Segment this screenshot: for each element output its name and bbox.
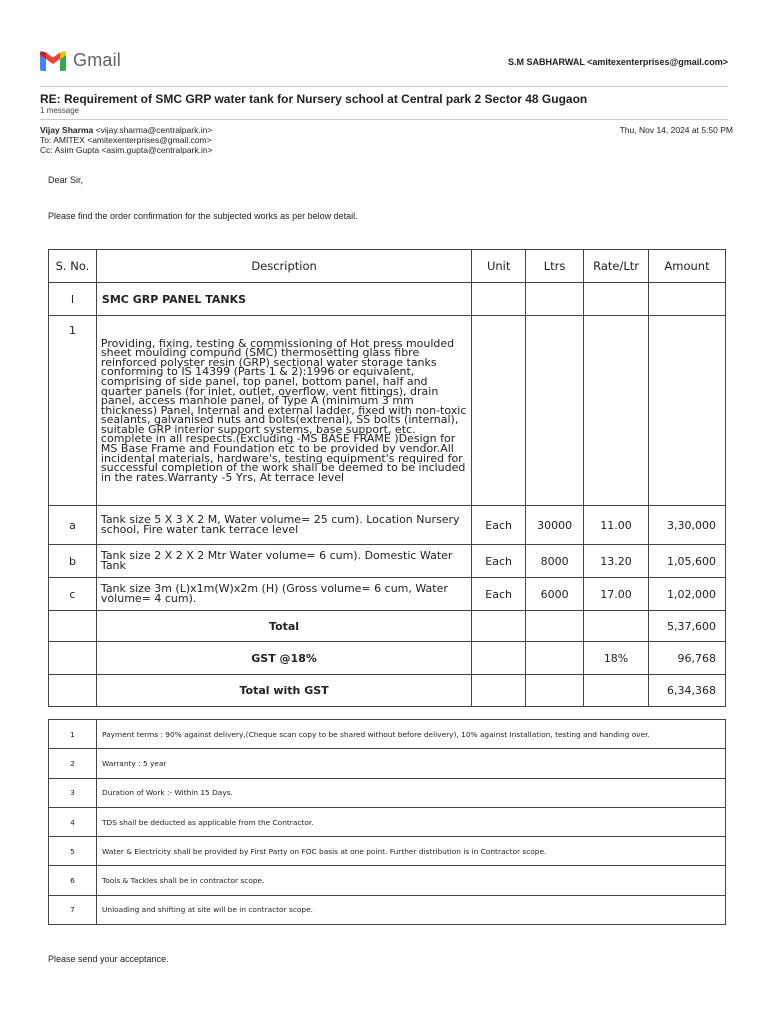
term-no: 5 bbox=[49, 837, 97, 866]
gst-rate: 18% bbox=[584, 642, 649, 675]
table-header-row bbox=[49, 250, 726, 283]
term-no: 2 bbox=[49, 749, 97, 778]
item-ltrs: 30000 bbox=[526, 506, 584, 545]
item-description: Tank size 3m (L)x1m(W)x2m (H) (Gross volume= 6 cum, Water volume= 4 cum). bbox=[96, 578, 471, 611]
item-no: c bbox=[49, 578, 97, 611]
item-unit: Each bbox=[472, 578, 526, 611]
item-description: Tank size 5 X 3 X 2 M, Water volume= 25 cum). Location Nursery school, Fire water tank terrace level bbox=[96, 506, 471, 545]
terms-row bbox=[49, 837, 726, 866]
sender-email: <vijay.sharma@centralpark.in> bbox=[95, 125, 213, 135]
term-text: Tools & Tackles shall be in contractor scope. bbox=[97, 866, 726, 895]
total-row bbox=[49, 611, 726, 642]
item-amount: 1,02,000 bbox=[649, 578, 726, 611]
item-description: Providing, fixing, testing & commissioning of Hot press moulded sheet moulding compund (SMC) thermosetting glass fibre reinforced polyster resin (GRP) sectional water storage tanks conforming to IS 14399 (Parts 1 & 2):1996 or equivalent, comprising of side panel, top panel, bottom panel, half and quarter panels (for inlet, outlet, overflow, vent fittings), drain panel, access manhole panel, of Type A (minimum 3 mm thickness) Panel, Internal and external ladder, fixed with non-toxic sealants, galvanised nuts and bolts(extrenal), SS bolts (internal), suitable GRP interior support systems, base support, etc. complete in all respects.(Excluding -MS BASE FRAME )Design for MS Base Frame and Foundation etc to be provided by vendor.All incidental materials, hardware's, testing equipment's required for successful completion of the work shall be deemed to be included in the rates.Warranty -5 Yrs, At terrace level bbox=[96, 316, 471, 506]
item-no: 1 bbox=[49, 316, 97, 506]
gst-amount: 96,768 bbox=[649, 642, 726, 675]
header-sno: S. No. bbox=[49, 250, 97, 283]
cc-line: Cc: Asim Gupta <asim.gupta@centralpark.in> bbox=[40, 145, 213, 155]
terms-row bbox=[49, 749, 726, 778]
term-text: TDS shall be deducted as applicable from the Contractor. bbox=[97, 807, 726, 836]
section-row bbox=[49, 283, 726, 316]
total-label: Total bbox=[96, 611, 471, 642]
term-text: Duration of Work :- Within 15 Days. bbox=[97, 778, 726, 807]
intro-text: Please find the order confirmation for the subjected works as per below detail. bbox=[48, 211, 358, 221]
greeting: Dear Sir, bbox=[48, 175, 84, 185]
gmail-logo[interactable] bbox=[40, 50, 121, 71]
total-with-gst-row bbox=[49, 675, 726, 707]
item-ltrs: 6000 bbox=[526, 578, 584, 611]
total-with-gst-amount: 6,34,368 bbox=[649, 675, 726, 707]
item-no: b bbox=[49, 545, 97, 578]
term-text: Water & Electricity shall be provided by First Party on FOC basis at one point. Further distribution is in Contractor scope. bbox=[97, 837, 726, 866]
email-header bbox=[40, 50, 728, 76]
item-ltrs: 8000 bbox=[526, 545, 584, 578]
header-ltrs: Ltrs bbox=[526, 250, 584, 283]
term-no: 6 bbox=[49, 866, 97, 895]
terms-row bbox=[49, 778, 726, 807]
item-no: a bbox=[49, 506, 97, 545]
closing-text: Please send your acceptance. bbox=[48, 954, 169, 964]
item-amount: 1,05,600 bbox=[649, 545, 726, 578]
table-row bbox=[49, 506, 726, 545]
terms-row bbox=[49, 866, 726, 895]
gmail-wordmark: Gmail bbox=[73, 50, 122, 70]
total-with-gst-label: Total with GST bbox=[96, 675, 471, 707]
total-amount: 5,37,600 bbox=[649, 611, 726, 642]
table-row bbox=[49, 545, 726, 578]
from-line bbox=[40, 125, 212, 135]
header-amount: Amount bbox=[649, 250, 726, 283]
gst-label: GST @18% bbox=[96, 642, 471, 675]
item-rate: 17.00 bbox=[584, 578, 649, 611]
term-no: 3 bbox=[49, 778, 97, 807]
header-rate: Rate/Ltr bbox=[584, 250, 649, 283]
to-line: To: AMITEX <amitexenterprises@gmail.com> bbox=[40, 135, 212, 145]
sender-name: Vijay Sharma bbox=[40, 125, 94, 135]
order-table bbox=[48, 249, 726, 707]
gst-row bbox=[49, 642, 726, 675]
item-description: Tank size 2 X 2 X 2 Mtr Water volume= 6 cum). Domestic Water Tank bbox=[96, 545, 471, 578]
account-label: S.M SABHARWAL <amitexenterprises@gmail.com> bbox=[507, 57, 728, 67]
term-text: Warranty : 5 year bbox=[97, 749, 726, 778]
term-text: Payment terms : 90% against delivery,(Cheque scan copy to be shared without before delivery), 10% against Installation, testing and handing over. bbox=[97, 720, 726, 749]
term-no: 1 bbox=[49, 720, 97, 749]
divider bbox=[40, 86, 728, 87]
gmail-m-icon bbox=[40, 51, 66, 71]
email-date: Thu, Nov 14, 2024 at 5:50 PM bbox=[619, 125, 733, 135]
divider bbox=[40, 119, 728, 120]
header-unit: Unit bbox=[472, 250, 526, 283]
terms-row bbox=[49, 895, 726, 924]
email-subject: RE: Requirement of SMC GRP water tank for Nursery school at Central park 2 Sector 48 Gugaon bbox=[40, 92, 588, 106]
item-amount: 3,30,000 bbox=[649, 506, 726, 545]
terms-table bbox=[48, 719, 726, 925]
item-unit: Each bbox=[472, 545, 526, 578]
item-unit: Each bbox=[472, 506, 526, 545]
terms-row bbox=[49, 807, 726, 836]
term-no: 7 bbox=[49, 895, 97, 924]
section-title: SMC GRP PANEL TANKS bbox=[96, 283, 471, 316]
term-no: 4 bbox=[49, 807, 97, 836]
table-row bbox=[49, 578, 726, 611]
term-text: Unloading and shifting at site will be in contractor scope. bbox=[97, 895, 726, 924]
message-count: 1 message bbox=[40, 106, 80, 115]
section-no: I bbox=[49, 283, 97, 316]
item-rate: 11.00 bbox=[584, 506, 649, 545]
table-row bbox=[49, 316, 726, 506]
terms-row bbox=[49, 720, 726, 749]
header-description: Description bbox=[96, 250, 471, 283]
item-rate: 13.20 bbox=[584, 545, 649, 578]
